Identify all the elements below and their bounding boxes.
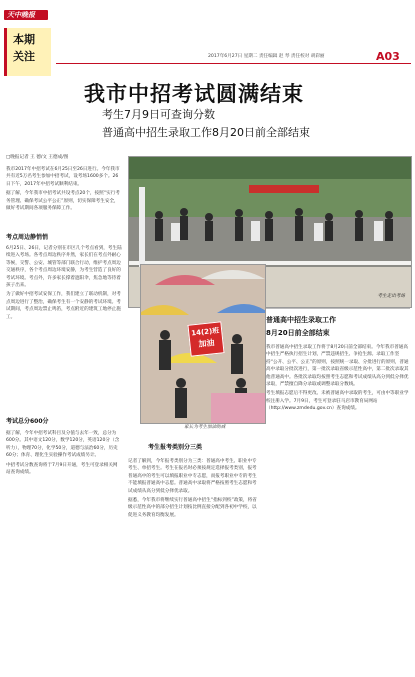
section-3-paragraph-1: 记者了解到，今年报考类别分为三类：普通高中考生、职业中专考生、单招考生。考生在报名时必须按规定选择报考类别，报考普通高中的考生可以填报职业中专志愿，而报考职业中专的考生不能填报普通高中志愿。普通高中录取将严格按照考生志愿和考试成绩从高分到低分择优录取。 — [128, 459, 257, 494]
section-2-paragraph-1: 据了解，今年中招考试科目及分值与去年一致，总分为600分。其中语文120分，数学120分，英语120分（含听力），物理70分，化学50分，道德与法治60分，历史60分；体育、理化生实验操作考试成绩另计。 — [6, 431, 120, 459]
section-label — [4, 28, 51, 76]
issue-info: 2017年6月27日 星期二 责任编辑 赵 琴 责任校对 胡彩丽 — [208, 54, 325, 59]
intro-paragraph-1: 我市2017年中招考试在6月25日至26日进行。今年我市共有近5万名考生参加中招考试，设考场1600多个。26日下午，2017年中招考试顺利结束。 — [6, 167, 120, 187]
section-2-paragraph-2: 中招考试分数查询将于7月9日开通，考生可登录相关网站查询成绩。 — [6, 462, 118, 476]
byline: □晚报记者 王 德/文 王德成/图 — [6, 155, 69, 160]
intro-paragraph-2: 据了解，今年我市中招考试共设考点20个，按照“实行考务管理、确保考试公平公正”原则，切实保障考生安全，做好考试期间各项服务保障工作。 — [6, 191, 120, 212]
photo-1-caption: 考生走出考场 — [377, 294, 405, 299]
section-1-text — [6, 245, 122, 395]
section-2-title: 考试总分600分 — [6, 418, 49, 425]
section-1-title: 考点周边静悄悄 — [6, 234, 49, 241]
side-box-paragraph-2: 考生填报志愿后不得更改。未被普通高中录取的考生，可由中等职业学校注册入学。7月9日，考生可登录驻马店市教育局网站（http://www.zmdedu.gov.cn）查询成绩。 — [266, 391, 409, 412]
page-code: A03 — [376, 50, 400, 63]
logo-text: 天中晚报 — [7, 11, 35, 19]
photo-parents-cheering — [140, 264, 266, 424]
cheer-sign-line-2: 加油 — [198, 338, 215, 349]
side-box-paragraph-1: 我市普通高中招生录取工作将于8月20日前全部结束。今年我市普通高中招生严格执行招生计划，严禁违规招生、争抢生源。录取工作坚持“公开、公平、公正”的原则，按照统一录取、分批进行的原则，普通高中录取分批次进行，第一批次录取省级示范性高中，第二批次录取其他普通高中。各批次录取均按照考生志愿和考试成绩从高分到低分择优录取，严禁擅自降分录取或调整录取分数线。 — [266, 345, 409, 388]
side-box-title-2: 8月20日前全部结束 — [266, 329, 330, 337]
side-box — [266, 308, 410, 654]
intro-text — [6, 166, 122, 212]
section-1-paragraph-2: 为了做好中招考试安保工作，我们建立了联动机制，对考点周边进行了整治，确保考生有一个安静的考试环境。考试期间，考点周边禁止鸣笛，考点附近的建筑工地停止施工。 — [6, 292, 121, 320]
masthead — [0, 0, 415, 80]
headline: 我市中招考试圆满结束 — [84, 82, 304, 106]
cheer-sign-line-1: 14(2)班 — [190, 326, 220, 338]
photo-2-caption: 家长为考生加油助威 — [184, 425, 226, 430]
subheadline-2: 普通高中招生录取工作8月20日前全部结束 — [102, 126, 310, 139]
logo — [4, 10, 48, 20]
section-3-title: 考生报考类别分三类 — [148, 444, 203, 451]
side-box-text — [266, 344, 410, 413]
subheadline-1: 考生7月9日可查询分数 — [102, 108, 215, 121]
section-1-paragraph-1: 6月25日、26日，记者分别在市区几个考点看到，考生陆续进入考场。各考点周边秩序井然，家长们在考点外耐心等候，交警、公安、城管等部门联合行动，维护考点周边交通秩序，各个考点周边环境安静，为考生营造了良好的考试环境。考点外，许多家长撑着遮阳伞，焦急地等待着孩子出来。 — [6, 246, 122, 289]
section-3-paragraph-2: 据悉，今年我市将继续实行普通高中招生“指标到校”政策，将省级示范性高中的部分招生计划按比例直接分配到各初中学校，以促进义务教育均衡发展。 — [128, 498, 257, 518]
section-label-line-2: 关注 — [13, 50, 35, 63]
side-box-rule — [266, 308, 410, 309]
side-box-title-1: 普通高中招生录取工作 — [266, 316, 336, 324]
section-label-line-1: 本期 — [13, 33, 35, 46]
section-3-text — [128, 458, 258, 648]
masthead-rule — [56, 63, 411, 64]
section-2-text — [6, 430, 122, 650]
cheer-sign — [187, 321, 224, 356]
